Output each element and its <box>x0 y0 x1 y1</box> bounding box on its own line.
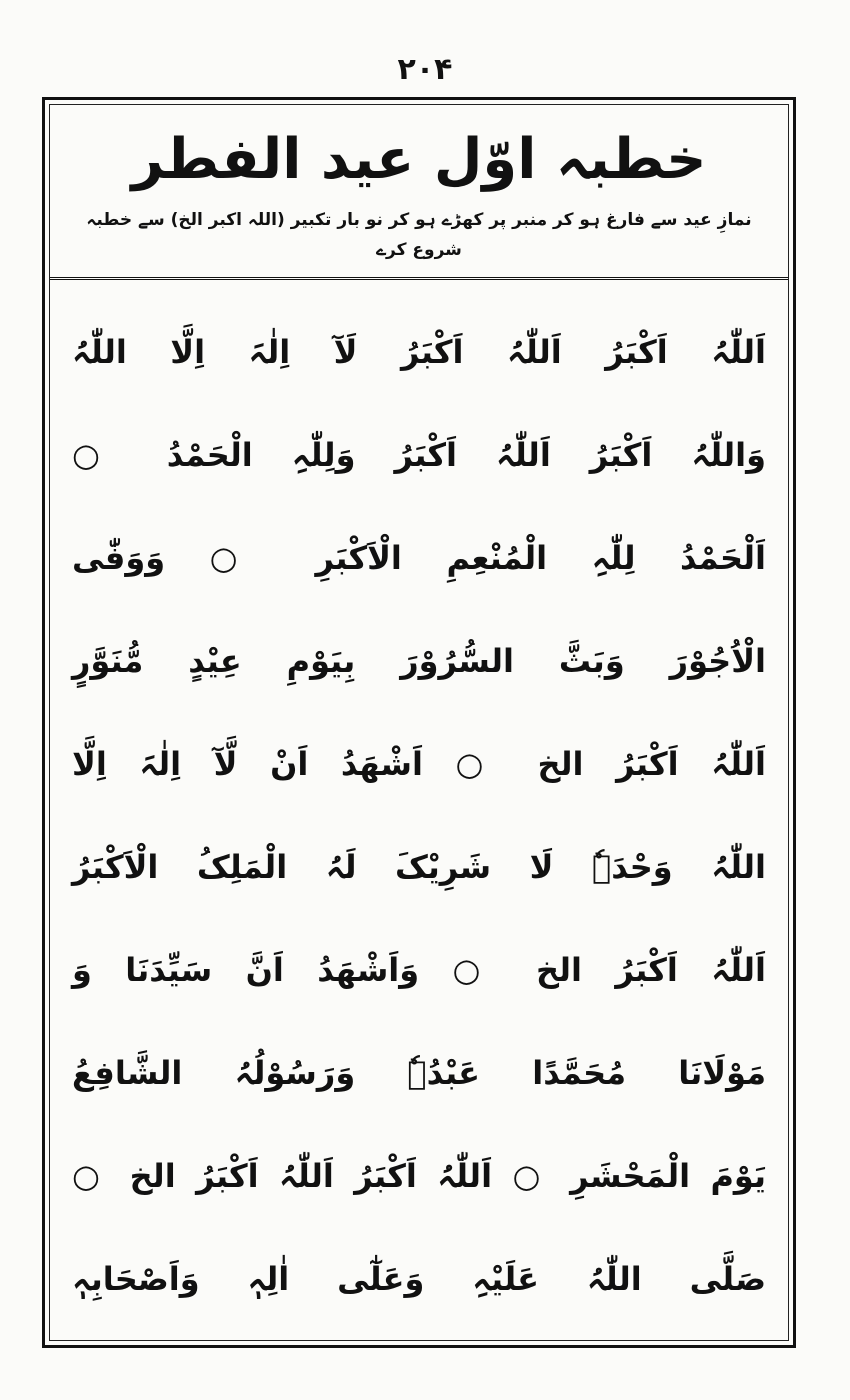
text-line <box>72 712 766 815</box>
text-line <box>72 506 766 609</box>
text-line-content: وَاللّٰہُ اَکْبَرُ اَللّٰہُ اَکْبَرُ وَلِلّٰہِ الْحَمْدُ ○ <box>72 435 766 474</box>
sermon-text <box>50 280 788 1340</box>
text-line <box>72 403 766 506</box>
text-line-content: الْاُجُوْرَ وَبَثَّ السُّرُوْرَ بِیَوْمِ عِیْدٍ مُّنَوَّرٍ <box>72 641 766 680</box>
text-line <box>72 815 766 918</box>
text-line-content: مَوْلَانَا مُحَمَّدًا عَبْدُہٗ وَرَسُوْلُہُ الشَّافِعُ <box>72 1053 766 1092</box>
text-line <box>72 1124 766 1227</box>
page-number: ۲۰۴ <box>397 52 453 87</box>
text-line <box>72 918 766 1021</box>
text-line <box>72 300 766 403</box>
text-line <box>72 1021 766 1124</box>
page-title: خطبہ اوّل عید الفطر <box>131 127 707 192</box>
inner-frame <box>49 104 789 1341</box>
text-line-content: اَللّٰہُ اَکْبَرُ الخ ○ اَشْھَدُ اَنْ لَّآ اِلٰہَ اِلَّا <box>72 744 766 783</box>
text-line <box>72 1227 766 1330</box>
text-line <box>72 609 766 712</box>
text-line-content: صَلَّی اللّٰہُ عَلَیْہِ وَعَلٰٓی اٰلِہٖ وَاَصْحَابِہٖ <box>72 1259 766 1298</box>
text-line-content: اَللّٰہُ اَکْبَرُ الخ ○ وَاَشْھَدُ اَنَّ سَیِّدَنَا وَ <box>72 950 766 989</box>
text-line-content: اَلْحَمْدُ لِلّٰہِ الْمُنْعِمِ الْاَکْبَرِ ○ وَوَفّٰی <box>72 538 766 577</box>
page-frame <box>42 97 796 1348</box>
text-line-content: اَللّٰہُ اَکْبَرُ اَللّٰہُ اَکْبَرُ لَآ اِلٰہَ اِلَّا اللّٰہُ <box>72 332 766 371</box>
header-box <box>50 105 788 280</box>
instruction-subtitle: نمازِ عید سے فارغ ہو کر منبر پر کھڑے ہو کر نو بار تکبیر (اللہ اکبر الخ) سے خطبہ شروع کرے <box>86 210 752 260</box>
text-line-content: یَوْمَ الْمَحْشَرِ ○ اَللّٰہُ اَکْبَرُ اَللّٰہُ اَکْبَرُ الخ ○ <box>72 1156 766 1195</box>
text-line-content: اللّٰہُ وَحْدَہٗ لَا شَرِیْکَ لَہُ الْمَلِکُ الْاَکْبَرُ <box>72 847 766 886</box>
